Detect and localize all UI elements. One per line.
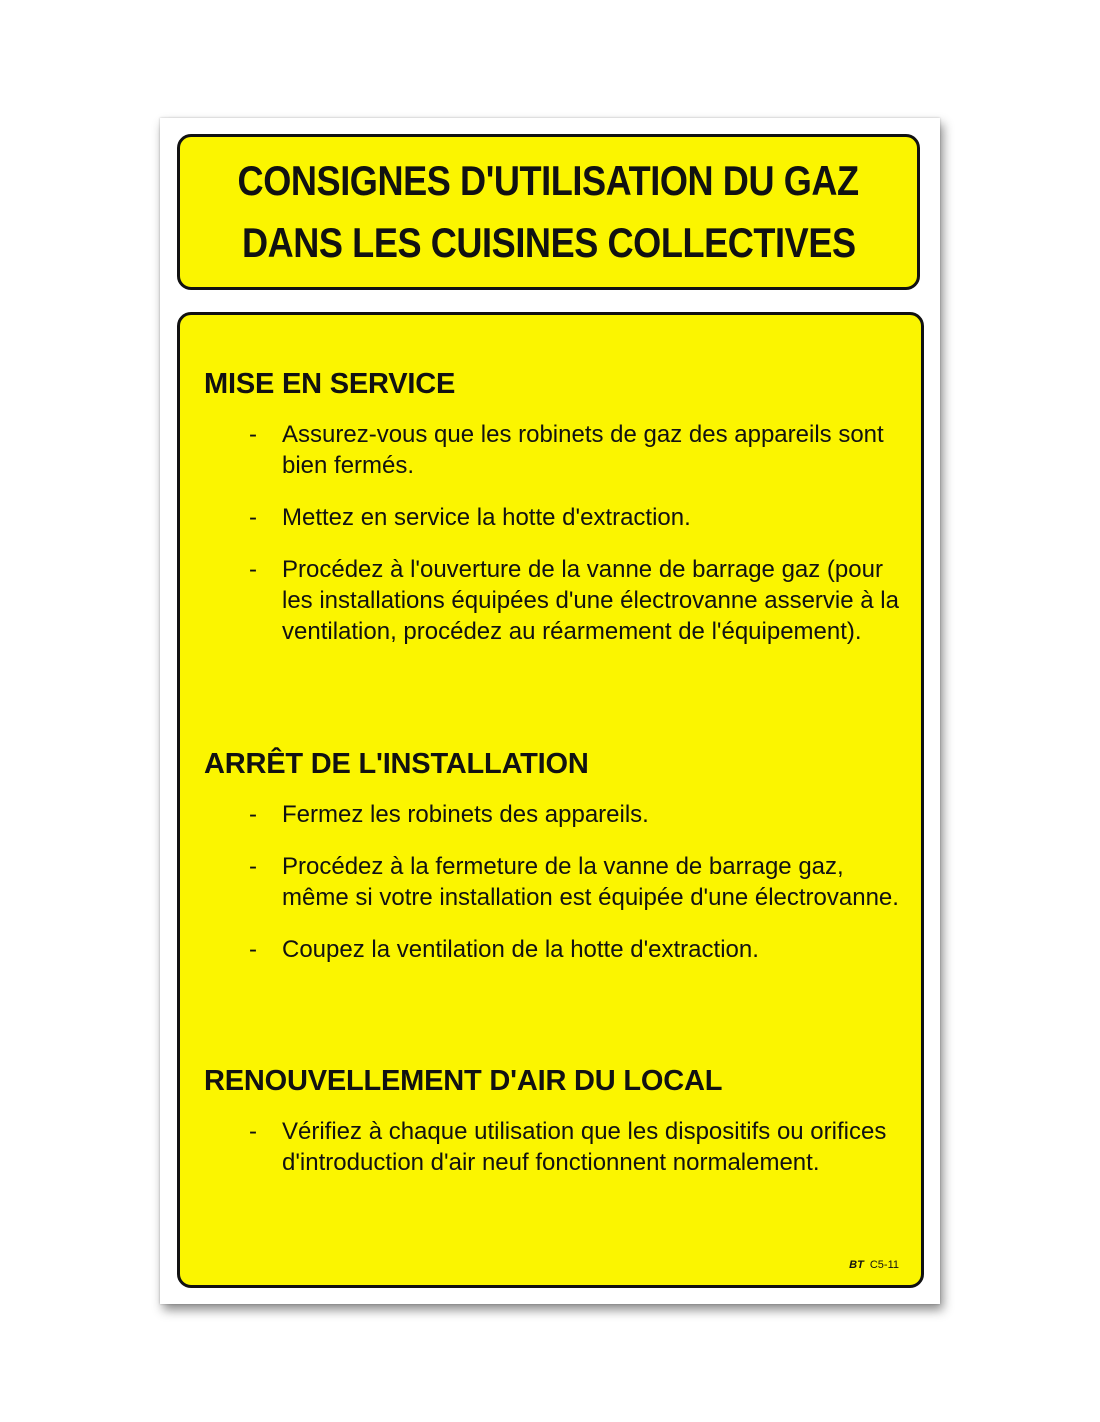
- product-code: [849, 1259, 899, 1271]
- list-item-text: Procédez à l'ouverture de la vanne de barrage gaz (pour les installations équipées d'une électrovanne asservie à la ventilation, procédez au réarmement de l'équipement).: [282, 556, 899, 645]
- list-item: [204, 502, 904, 533]
- list-item-text: Procédez à la fermeture de la vanne de barrage gaz, même si votre installation est équipée d'une électrovanne.: [282, 853, 899, 911]
- list-item: [204, 419, 904, 481]
- safety-sign: [160, 118, 940, 1304]
- list-item-text: Assurez-vous que les robinets de gaz des appareils sont bien fermés.: [282, 421, 884, 479]
- list-item: [204, 1116, 904, 1178]
- bullet-dash: -: [249, 421, 257, 448]
- section-heading: ARRÊT DE L'INSTALLATION: [204, 748, 589, 780]
- brand-mark: BT: [849, 1259, 864, 1271]
- bullet-dash: -: [249, 556, 257, 583]
- list-item: [204, 799, 904, 830]
- bullet-dash: -: [249, 801, 257, 828]
- instructions-panel: [177, 312, 924, 1288]
- section-arret-installation: [204, 747, 904, 986]
- section-heading: RENOUVELLEMENT D'AIR DU LOCAL: [204, 1065, 723, 1097]
- list-item: [204, 934, 904, 965]
- list-item-text: Fermez les robinets des appareils.: [282, 801, 649, 828]
- list-item-text: Mettez en service la hotte d'extraction.: [282, 504, 691, 531]
- section-mise-en-service: [204, 367, 904, 668]
- reference-code: C5-11: [869, 1259, 899, 1271]
- title-line-2: DANS LES CUISINES COLLECTIVES: [241, 219, 856, 266]
- bullet-dash: -: [249, 936, 257, 963]
- list-item: [204, 554, 904, 647]
- bullet-dash: -: [249, 504, 257, 531]
- bullet-dash: -: [249, 853, 257, 880]
- bullet-dash: -: [249, 1118, 257, 1145]
- section-heading: MISE EN SERVICE: [204, 368, 456, 400]
- list-item-text: Coupez la ventilation de la hotte d'extraction.: [282, 936, 759, 963]
- title-panel: [177, 134, 920, 290]
- section-renouvellement-air: [204, 1064, 904, 1199]
- list-item: [204, 851, 904, 913]
- title-line-1: CONSIGNES D'UTILISATION DU GAZ: [237, 157, 860, 204]
- list-item-text: Vérifiez à chaque utilisation que les dispositifs ou orifices d'introduction d'air neuf fonctionnent normalement.: [282, 1118, 887, 1176]
